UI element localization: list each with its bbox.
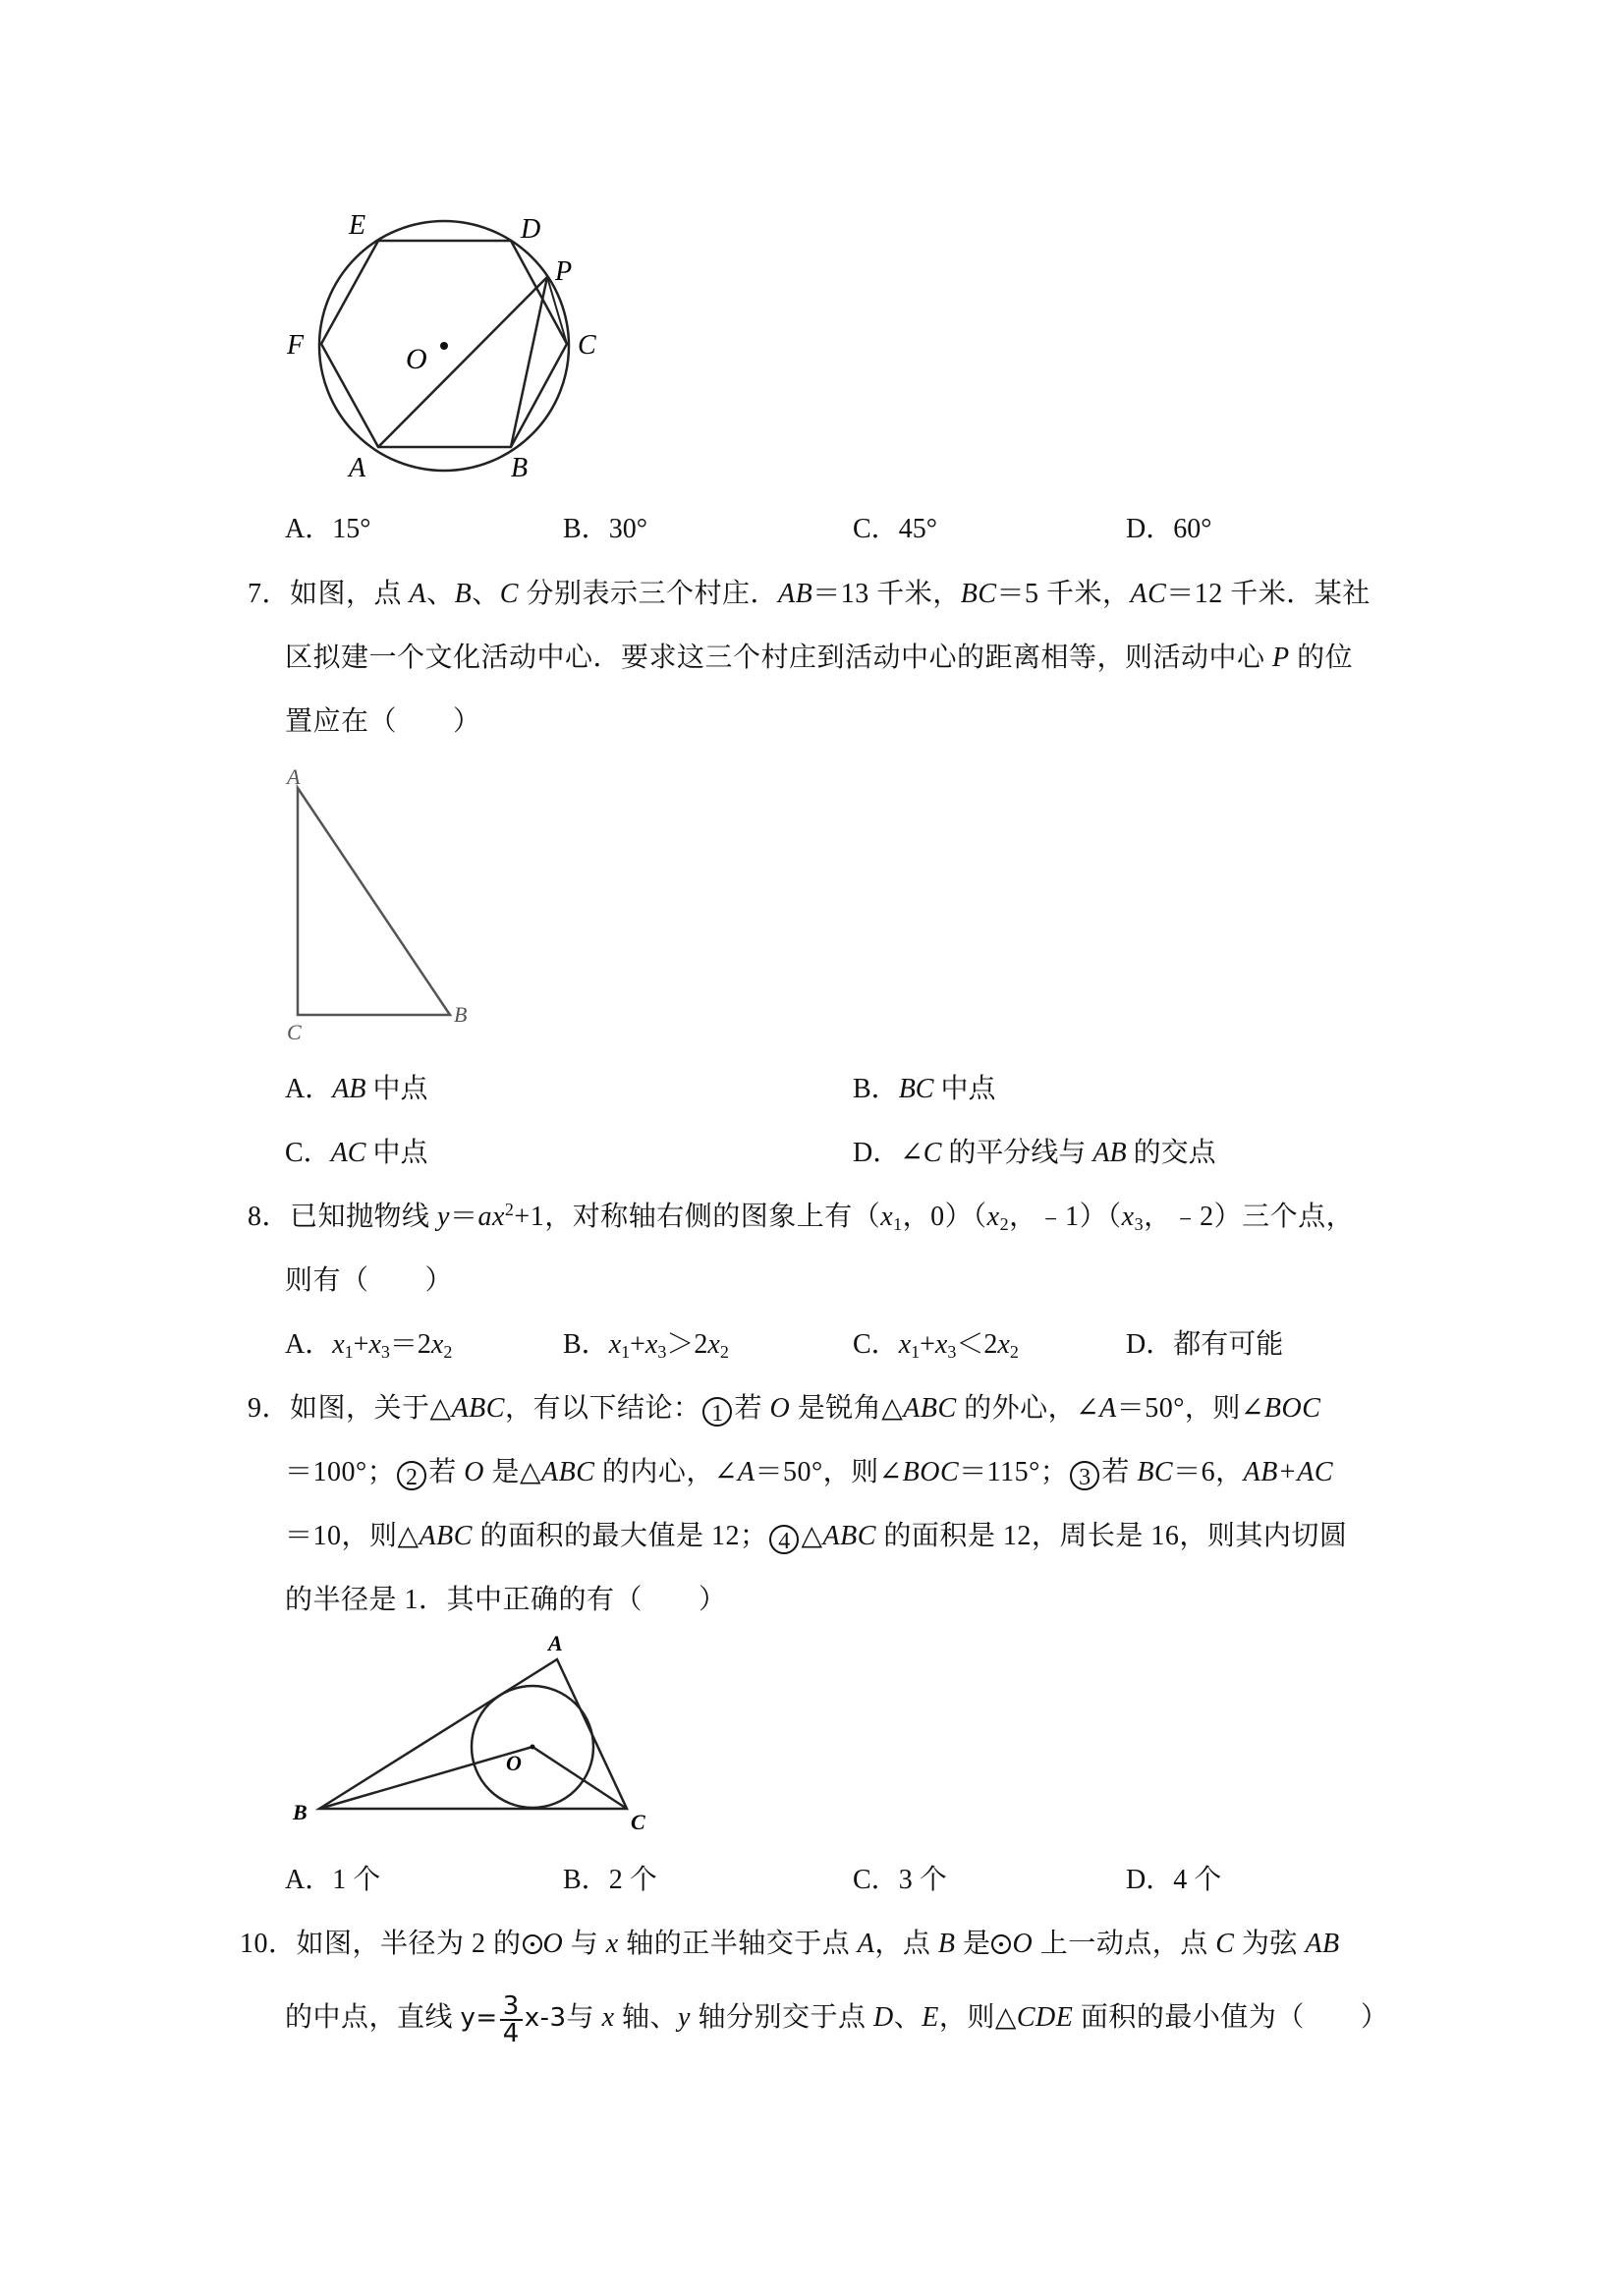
q9-option-letter: C．: [853, 1865, 899, 1895]
q8-var: x: [986, 1202, 1000, 1232]
q8-option-var: x: [707, 1329, 720, 1360]
q6-center-dot: [440, 342, 448, 350]
q7-option-text: 的平分线与: [941, 1138, 1093, 1168]
q10-text: 的中点，直线: [285, 2002, 461, 2033]
q8-option-d[interactable]: [1126, 1328, 1283, 1362]
q8-option-a[interactable]: [285, 1328, 452, 1362]
q9-option-text: 4 个: [1173, 1865, 1222, 1895]
q9-var: BC: [1137, 1457, 1174, 1487]
q7-option-a[interactable]: [285, 1073, 427, 1106]
q7-option-text: 中点: [933, 1074, 996, 1104]
q7-var: A: [409, 579, 427, 609]
q9-line-3: [285, 1520, 1347, 1554]
q10-text: 面积的最小值为（ ）: [1073, 2002, 1389, 2033]
q9-option-b[interactable]: [563, 1864, 657, 1897]
q8-sub: 2: [999, 1214, 1010, 1234]
q9-var: ABC: [419, 1521, 473, 1551]
q6-label-p: P: [555, 256, 573, 287]
q6-option-c-text: 45°: [898, 514, 937, 544]
q7-option-text: 中点: [365, 1138, 428, 1168]
q10-text: 上一动点，点: [1033, 1929, 1216, 1959]
q9-circled-number: 3: [1070, 1461, 1099, 1490]
q9-text: ＝50°，则∠: [755, 1457, 903, 1487]
q6-option-a-text: 15°: [332, 514, 371, 544]
q7-text: ＝5 千米，: [996, 579, 1131, 609]
q8-text: 已知抛物线: [290, 1202, 438, 1232]
q9-label-o: O: [506, 1751, 522, 1775]
q7-text: 置应在（ ）: [285, 706, 481, 737]
q9-label-a: A: [548, 1631, 563, 1655]
q6-option-d-text: 60°: [1173, 514, 1212, 544]
q7-option-letter: D．: [853, 1138, 901, 1168]
q8-option-text: 都有可能: [1173, 1329, 1284, 1360]
q6-label-c: C: [578, 330, 596, 361]
q8-option-sub: 1: [911, 1342, 921, 1362]
q9-var: BOC: [902, 1457, 960, 1487]
q10-text: 与: [566, 2002, 602, 2033]
q9-text: ＝100°；: [285, 1457, 396, 1487]
q9-text: 是锐角△: [790, 1393, 904, 1424]
q9-text: 的外心，∠: [956, 1393, 1100, 1424]
q7-label-a: A: [287, 764, 301, 789]
q7-label-c: C: [287, 1020, 302, 1041]
q10-fraction-numerator: 3: [500, 1993, 523, 2021]
q6-option-c[interactable]: [853, 513, 937, 546]
q7-text: 分别表示三个村庄．: [518, 579, 778, 609]
q7-var: P: [1272, 643, 1290, 673]
q10-var: CDE: [1016, 2002, 1074, 2033]
q8-exponent: 2: [504, 1200, 515, 1219]
circle-dot-icon: [991, 1934, 1011, 1954]
q7-option-d[interactable]: [853, 1137, 1216, 1170]
q8-text: ，0）（: [902, 1202, 987, 1232]
q9-text: 的内心，∠: [594, 1457, 738, 1487]
q9-text: △: [801, 1521, 823, 1551]
q8-option-text: ＞2: [666, 1329, 708, 1360]
q8-sub: 1: [893, 1214, 903, 1234]
q9-var: BOC: [1263, 1393, 1321, 1424]
q8-number: 8．: [248, 1202, 291, 1232]
q9-var: ABC: [541, 1457, 595, 1487]
q10-var: x: [605, 1929, 619, 1959]
q9-text: 的面积是 12，周长是 16，则其内切圆: [875, 1521, 1348, 1551]
q8-option-text: ＝2: [389, 1329, 431, 1360]
q8-option-text: ＜2: [956, 1329, 998, 1360]
q6-hexagon-figure: [275, 196, 629, 501]
q9-text: ＝50°，则∠: [1116, 1393, 1264, 1424]
q8-var: x: [880, 1202, 894, 1232]
q8-option-sub: 3: [947, 1342, 957, 1362]
q9-option-letter: A．: [285, 1865, 333, 1895]
q8-option-text: +: [630, 1329, 645, 1360]
q10-text: 与: [563, 1929, 606, 1959]
q6-option-d-letter: D．: [1126, 514, 1174, 544]
q8-option-var: x: [368, 1329, 381, 1360]
q9-var: ABC: [822, 1521, 876, 1551]
q8-option-sub: 2: [1009, 1342, 1019, 1362]
q9-option-text: 1 个: [332, 1865, 381, 1895]
q8-option-var: x: [898, 1329, 912, 1360]
q9-circled-number: 4: [769, 1525, 799, 1554]
q8-line-2: [285, 1264, 453, 1298]
q8-option-var: x: [332, 1329, 345, 1360]
q7-text: ＝13 千米，: [812, 579, 961, 609]
q8-option-var: x: [997, 1329, 1010, 1360]
q8-option-sub: 3: [380, 1342, 390, 1362]
q7-text: 如图，点: [290, 579, 410, 609]
q9-text: 是△: [483, 1457, 541, 1487]
q9-var: O: [464, 1457, 484, 1487]
q10-var: D: [872, 2002, 894, 2033]
q9-option-text: 3 个: [898, 1865, 947, 1895]
q10-text: 轴分别交于点: [690, 2002, 873, 2033]
q7-number: 7．: [248, 579, 291, 609]
circle-dot-icon: [523, 1934, 542, 1954]
q8-option-text: +: [920, 1329, 935, 1360]
q10-text: 为弦: [1234, 1929, 1306, 1959]
q7-option-letter: C．: [285, 1138, 331, 1168]
q9-text: ＝10，则△: [285, 1521, 420, 1551]
q8-var: a: [477, 1202, 492, 1232]
q10-var: C: [1215, 1929, 1235, 1959]
q7-text: 、: [472, 579, 500, 609]
q9-var: A: [1099, 1393, 1117, 1424]
q9-text: 若: [1101, 1457, 1138, 1487]
q10-fraction: [500, 1990, 523, 2048]
q6-option-b-text: 30°: [608, 514, 647, 544]
q9-var: ABC: [903, 1393, 957, 1424]
q8-option-letter: C．: [853, 1329, 899, 1360]
q9-text: ，有以下结论：: [504, 1393, 701, 1424]
q7-text: 、: [426, 579, 455, 609]
q9-option-letter: D．: [1126, 1865, 1174, 1895]
q8-var: x: [1121, 1202, 1135, 1232]
q6-option-b-letter: B．: [563, 514, 609, 544]
q8-option-sub: 2: [719, 1342, 729, 1362]
q8-option-letter: B．: [563, 1329, 609, 1360]
q8-sub: 3: [1134, 1214, 1145, 1234]
q10-fraction-denominator: 4: [502, 2018, 520, 2048]
q9-triangle-figure: [275, 1631, 668, 1847]
q10-number: 10．: [240, 1929, 297, 1959]
q8-option-c[interactable]: [853, 1328, 1019, 1362]
q9-circled-number: 1: [702, 1397, 732, 1427]
q10-line-2: [285, 1987, 1388, 2049]
q9-circled-number: 2: [397, 1461, 426, 1490]
q9-var: A: [737, 1457, 756, 1487]
q9-label-b: B: [293, 1800, 308, 1824]
q7-option-var: AC: [330, 1138, 366, 1168]
q7-text: ＝12 千米．某社: [1166, 579, 1371, 609]
q8-option-sub: 1: [344, 1342, 354, 1362]
q8-text: ，﹣2）三个点，: [1144, 1202, 1355, 1232]
q7-var: AB: [777, 579, 813, 609]
q7-line-3: [285, 705, 481, 739]
q7-triangle: [298, 788, 450, 1015]
q9-text: 如图，关于△: [290, 1393, 452, 1424]
q7-label-b: B: [454, 1002, 468, 1027]
q8-var: y: [437, 1202, 450, 1232]
q8-option-var: x: [644, 1329, 658, 1360]
q7-option-letter: A．: [285, 1074, 333, 1104]
q7-option-text: 中点: [365, 1074, 428, 1104]
q10-var: AB: [1305, 1929, 1340, 1959]
q10-var: B: [937, 1929, 956, 1959]
q9-line-2: [285, 1456, 1333, 1490]
q6-option-c-letter: C．: [853, 514, 899, 544]
q8-text: ＝: [449, 1202, 478, 1232]
q7-triangle-figure: [275, 756, 521, 1041]
q6-label-f: F: [287, 330, 305, 361]
q8-option-var: x: [934, 1329, 948, 1360]
q8-option-sub: 3: [657, 1342, 667, 1362]
q9-text: ＝115°；: [959, 1457, 1069, 1487]
q10-var: O: [1012, 1929, 1034, 1959]
q6-segment-ap: [378, 277, 547, 447]
q7-option-letter: B．: [853, 1074, 899, 1104]
q9-var: O: [769, 1393, 791, 1424]
q7-option-var: C: [923, 1138, 942, 1168]
q8-option-var: x: [430, 1329, 444, 1360]
q6-label-o: O: [406, 343, 427, 375]
q6-label-a: A: [349, 453, 366, 483]
q10-text: 、: [893, 2002, 923, 2033]
q10-text: ，点: [874, 1929, 938, 1959]
q6-option-d[interactable]: [1126, 513, 1211, 546]
q10-var: A: [857, 1929, 875, 1959]
q10-text: ，则△: [938, 2002, 1017, 2033]
q9-line-1: [248, 1392, 1320, 1427]
q9-option-text: 2 个: [608, 1865, 657, 1895]
q7-option-var: AB: [332, 1074, 366, 1104]
q8-option-sub: 1: [621, 1342, 631, 1362]
q7-option-c[interactable]: [285, 1137, 427, 1170]
q9-text: 若: [428, 1457, 465, 1487]
q6-label-e: E: [349, 210, 366, 241]
q9-text: 的半径是 1．其中正确的有（ ）: [285, 1585, 727, 1615]
q9-text: 的面积的最大值是 12；: [472, 1521, 768, 1551]
q7-option-var: AB: [1092, 1138, 1127, 1168]
q10-text: 如图，半径为 2 的: [296, 1929, 522, 1959]
q9-text: ＝6，: [1173, 1457, 1244, 1487]
q7-var: AC: [1130, 579, 1167, 609]
q9-center-dot: [531, 1745, 535, 1750]
q9-text: 若: [734, 1393, 770, 1424]
q10-var: E: [922, 2002, 939, 2033]
q9-option-letter: B．: [563, 1865, 609, 1895]
q6-label-d: D: [521, 214, 541, 245]
q8-option-sub: 2: [443, 1342, 453, 1362]
q10-formula-y: y=: [460, 2003, 498, 2033]
q7-var: B: [454, 579, 473, 609]
q9-line-4: [285, 1584, 727, 1617]
q9-option-a[interactable]: [285, 1864, 380, 1897]
q7-line-2: [285, 642, 1353, 675]
q7-option-var: BC: [898, 1074, 934, 1104]
q8-line-1: [248, 1201, 1354, 1234]
q8-option-text: +: [353, 1329, 369, 1360]
q7-var: BC: [960, 579, 997, 609]
q8-option-var: x: [608, 1329, 622, 1360]
q6-option-a[interactable]: [285, 513, 370, 546]
q7-line-1: [248, 578, 1371, 611]
q9-label-c: C: [631, 1810, 645, 1834]
q6-option-b[interactable]: [563, 513, 647, 546]
q10-var: O: [542, 1929, 564, 1959]
q8-var: x: [491, 1202, 505, 1232]
q9-number: 9．: [248, 1393, 291, 1424]
q10-text: 是: [955, 1929, 991, 1959]
q8-option-b[interactable]: [563, 1328, 729, 1362]
q9-option-c[interactable]: [853, 1864, 947, 1897]
q9-option-d[interactable]: [1126, 1864, 1221, 1897]
q6-label-b: B: [511, 453, 529, 483]
q9-var: ABC: [451, 1393, 505, 1424]
q10-formula-x: x-3: [524, 2003, 567, 2033]
q8-text: 则有（ ）: [285, 1265, 454, 1296]
q10-line-1: [240, 1928, 1340, 1961]
q10-text: 轴、: [614, 2002, 679, 2033]
q8-option-letter: A．: [285, 1329, 333, 1360]
q9-var: AB+AC: [1243, 1457, 1334, 1487]
q7-option-text: 的交点: [1126, 1138, 1216, 1168]
q8-text: +1，对称轴右侧的图象上有（: [514, 1202, 881, 1232]
q7-var: C: [499, 579, 519, 609]
q10-var: x: [601, 2002, 615, 2033]
q6-option-a-letter: A．: [285, 514, 333, 544]
q7-option-angle: ∠: [900, 1138, 923, 1168]
q8-option-letter: D．: [1126, 1329, 1174, 1360]
q8-text: ，﹣1）（: [1009, 1202, 1122, 1232]
q7-text: 区拟建一个文化活动中心．要求这三个村庄到活动中心的距离相等，则活动中心: [285, 643, 1273, 673]
q10-var: y: [678, 2002, 691, 2033]
q10-text: 轴的正半轴交于点: [618, 1929, 858, 1959]
q7-option-b[interactable]: [853, 1073, 995, 1106]
q7-text: 的位: [1289, 643, 1354, 673]
